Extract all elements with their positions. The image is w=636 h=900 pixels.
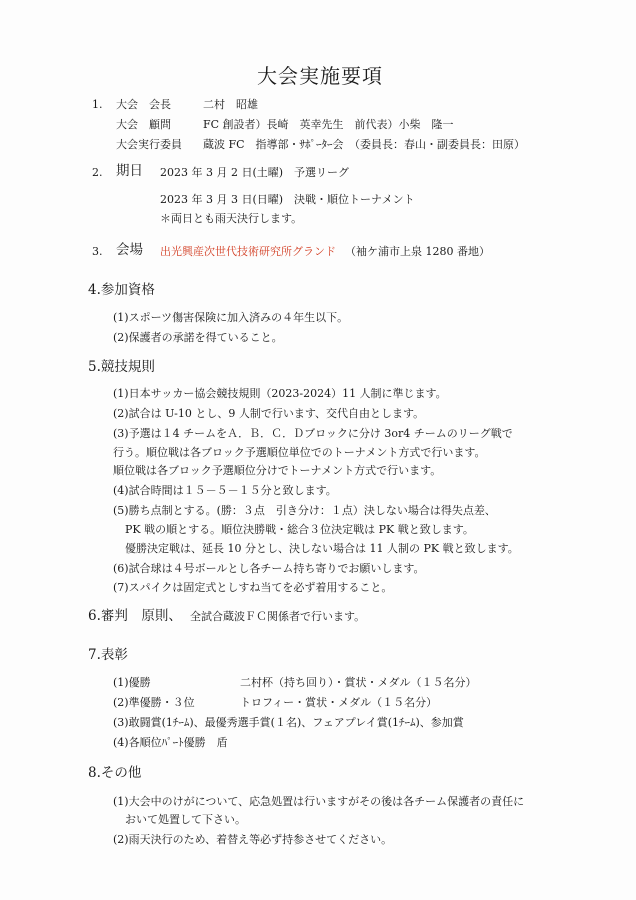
awards-heading: 7.表彰 [88,647,128,663]
venue-address: （袖ケ浦市上泉 1280 番地） [345,245,490,258]
eligibility-item-2: (2)保護者の承諾を得ていること。 [113,331,283,344]
award-1-label: (1)優勝 [113,676,151,689]
date-note: ＊両日とも雨天決行します。 [160,212,303,225]
rules-line: (3)予選は１4 チームをＡ．Ｂ．Ｃ．Ｄブロックに分け 3or4 チームのリーグ戦で [113,427,513,440]
award-3: (3)敢闘賞(1ﾁｰﾑ)、最優秀選手賞(１名)、フェアプレイ賞(1ﾁｰﾑ)、参加賞 [113,716,464,729]
rules-heading: 5.競技規則 [88,359,155,375]
rules-line: (7)スパイクは固定式としすね当てを必ず着用すること。 [113,581,393,594]
referee-heading: 6.審判 原則、 [88,608,182,624]
eligibility-item-1: (1)スポーツ傷害保険に加入済みの４年生以下。 [113,311,349,324]
award-2-value: トロフィー・賞状・メダル（１５名分） [240,696,438,709]
rules-line: (6)試合球は４号ボールとし各チーム持ち寄りでお願いします。 [113,562,425,575]
other-heading: 8.その他 [88,765,142,781]
date-line-1: 2023 年 3 月 2 日(土曜) 予選リーグ [160,166,350,179]
other-line: (2)雨天決行のため、着替え等必ず持参させてください。 [113,833,393,846]
president-label: 大会 会長 [116,98,171,111]
rules-line: 優勝決定戦は、延長 10 分とし、決しない場合は 11 人制の PK 戦と致します。 [125,542,519,555]
rules-line: 行う。順位戦は各ブロック予選順位単位でのトーナメント方式で行います。 [113,446,486,459]
president-value: 二村 昭雄 [203,98,258,111]
advisor-label: 大会 顧問 [116,118,171,131]
committee-label: 大会実行委員 [116,138,182,151]
date-heading: 期日 [116,163,143,179]
eligibility-heading: 4.参加資格 [88,282,155,298]
date-line-2: 2023 年 3 月 3 日(日曜) 決戦・順位トーナメント [160,193,415,206]
rules-line: (1)日本サッカー協会競技規則（2023-2024）11 人制に準じます。 [113,387,447,400]
section-1-number: 1. [92,98,103,111]
advisor-value: FC 創設者）長崎 英幸先生 前代表）小柴 隆一 [203,118,454,131]
section-3-number: 3. [92,245,103,258]
award-4: (4)各順位ﾊﾟｰﾄ優勝 盾 [113,736,228,749]
other-line: おいて処置して下さい。 [125,813,246,826]
other-line: (1)大会中のけがについて、応急処置は行いますがその後は各チーム保護者の責任に [113,795,525,808]
rules-line: (5)勝ち点制とする。(勝：３点 引き分け：１点）決しない場合は得失点差、 [113,504,496,517]
referee-text: 全試合蔵波ＦＣ関係者で行います。 [190,610,366,623]
rules-line: 順位戦は各ブロック予選順位分けでトーナメント方式で行います。 [113,464,442,477]
rules-line: PK 戦の順とする。順位決勝戦・総合３位決定戦は PK 戦と致します。 [125,523,474,536]
page-title: 大会実施要項 [257,64,383,88]
rules-line: (4)試合時間は１５－５－１５分と致します。 [113,484,337,497]
venue-name: 出光興産次世代技術研究所グランド [160,245,336,258]
section-2-number: 2. [92,166,103,179]
award-2-label: (2)準優勝・３位 [113,696,195,709]
award-1-value: 二村杯（持ち回り）・賞状・メダル（１５名分） [240,676,477,689]
rules-line: (2)試合は U-10 とし、9 人制で行います、交代自由とします。 [113,407,425,420]
venue-heading: 会場 [116,242,143,258]
committee-value: 蔵波 FC 指導部・ｻﾎﾟｰﾀｰ会 （委員長：春山・副委員長：田原） [203,138,526,151]
